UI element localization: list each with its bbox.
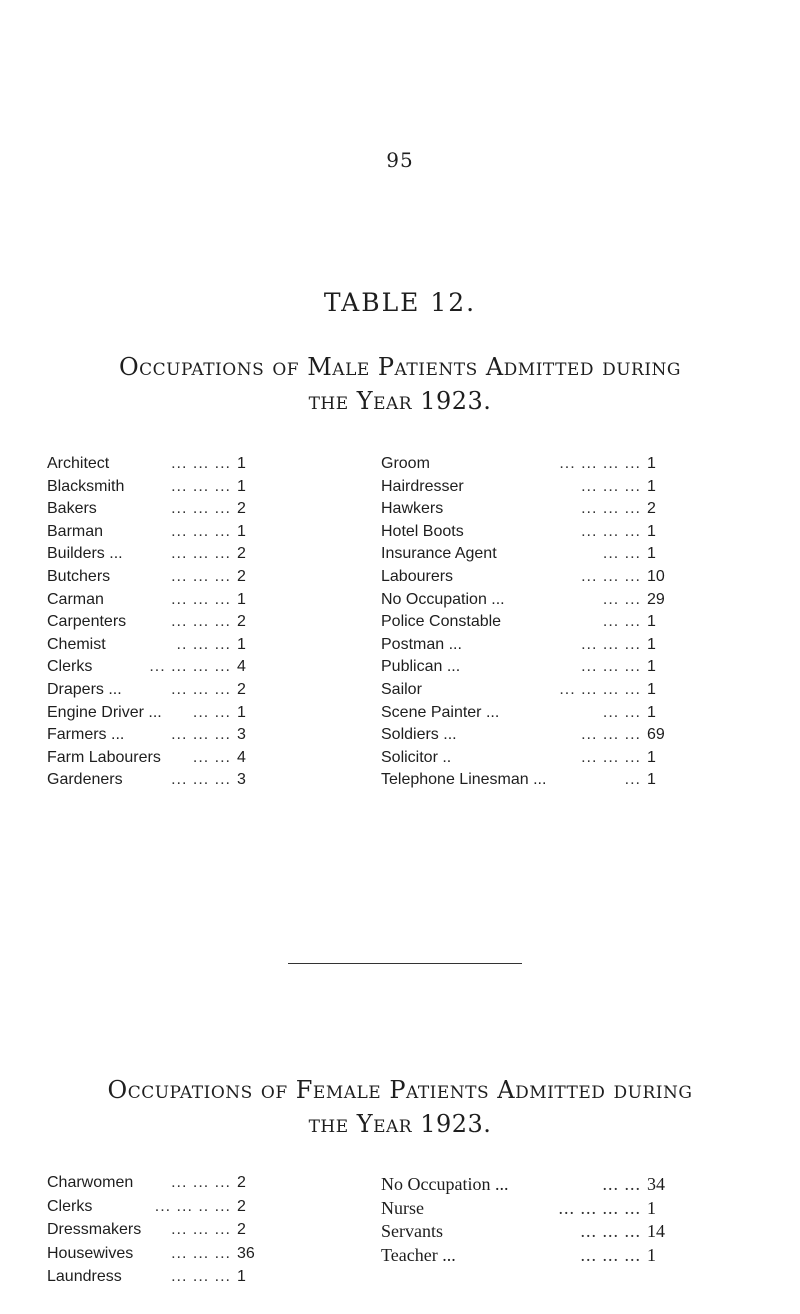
leader-dots: ... ... ... — [171, 545, 231, 563]
patient-count: 2 — [237, 568, 246, 585]
patient-count: 1 — [647, 658, 656, 676]
occupation-label: Housewives — [47, 1244, 134, 1262]
leader-dots: ... ... ... — [171, 500, 231, 518]
list-item — [47, 1268, 377, 1292]
patient-count: 1 — [237, 590, 246, 608]
male-occupations-right-column — [381, 455, 711, 804]
leader-dots: ... ... ... — [581, 635, 641, 653]
list-item — [381, 478, 711, 501]
occupation-label: Dressmakers — [47, 1221, 142, 1238]
patient-count: 1 — [647, 455, 656, 472]
leader-dots: ... ... ... — [580, 1221, 641, 1241]
list-item — [381, 455, 711, 478]
patient-count: 2 — [237, 1197, 246, 1215]
list-item — [47, 613, 377, 636]
list-item — [47, 1245, 377, 1269]
occupation-label: Clerks — [47, 1197, 93, 1215]
list-item — [47, 1198, 377, 1222]
patient-count: 1 — [647, 703, 656, 721]
list-item — [381, 771, 711, 794]
occupation-label: Hairdresser — [381, 477, 464, 495]
list-item — [381, 1245, 711, 1269]
occupation-label: Hotel Boots — [381, 522, 464, 540]
leader-dots: ... — [624, 771, 641, 789]
patient-count: 2 — [237, 1174, 246, 1191]
female-occupations-left-column — [47, 1174, 377, 1302]
leader-dots: ... ... — [602, 1174, 641, 1194]
patient-count: 1 — [237, 1268, 246, 1285]
occupation-label: Engine Driver ... — [47, 703, 162, 721]
list-item — [47, 1221, 377, 1245]
patient-count: 29 — [647, 590, 665, 608]
list-item — [381, 726, 711, 749]
patient-count: 1 — [647, 522, 656, 540]
table-title: TABLE 12. — [323, 288, 477, 317]
occupation-label: Sailor — [381, 681, 422, 698]
occupation-label: Drapers ... — [47, 681, 122, 698]
occupation-label: Blacksmith — [47, 477, 125, 495]
occupation-label: Hawkers — [381, 500, 444, 518]
occupation-label: Clerks — [47, 658, 93, 676]
leader-dots: ... ... ... ... — [558, 1197, 641, 1218]
list-item — [381, 613, 711, 636]
patient-count: 1 — [237, 635, 246, 653]
list-item — [47, 523, 377, 546]
list-item — [47, 726, 377, 749]
occupation-label: Insurance Agent — [381, 545, 497, 563]
occupation-label: Gardeners — [47, 771, 123, 789]
leader-dots: ... ... — [602, 545, 641, 563]
occupation-label: Groom — [381, 455, 430, 472]
female-heading-line-1: Occupations of Female Patients Admitted during — [107, 1076, 693, 1104]
occupation-label: Barman — [47, 522, 104, 540]
leader-dots: ... ... ... — [171, 590, 231, 608]
leader-dots: ... ... ... ... — [559, 681, 641, 698]
occupation-label: Solicitor .. — [381, 748, 452, 766]
occupation-label: Bakers — [47, 500, 97, 518]
occupation-label: Carpenters — [47, 613, 127, 631]
list-item — [47, 545, 377, 568]
leader-dots: ... ... — [192, 703, 231, 721]
occupation-label: Police Constable — [381, 613, 502, 631]
leader-dots: ... ... ... — [581, 522, 641, 540]
leader-dots: ... ... ... — [581, 477, 641, 495]
leader-dots: ... ... ... ... — [559, 455, 641, 472]
list-item — [47, 1174, 377, 1198]
list-item — [381, 568, 711, 591]
patient-count: 1 — [647, 613, 656, 631]
patient-count: 4 — [237, 748, 246, 766]
list-item — [381, 591, 711, 614]
patient-count: 2 — [237, 681, 246, 698]
occupation-label: Architect — [47, 455, 110, 472]
patient-count: 1 — [647, 681, 656, 698]
occupation-label: Postman ... — [381, 635, 462, 653]
leader-dots: .. ... ... — [176, 635, 231, 653]
patient-count: 34 — [647, 1174, 665, 1194]
female-section-heading — [0, 1073, 800, 1141]
list-item — [381, 681, 711, 704]
patient-count: 3 — [237, 771, 246, 789]
occupation-label: Telephone Linesman ... — [381, 771, 547, 789]
leader-dots: ... ... ... — [171, 477, 231, 495]
patient-count: 2 — [237, 1221, 246, 1238]
occupation-label: Carman — [47, 590, 104, 608]
patient-count: 1 — [647, 748, 656, 766]
list-item — [47, 478, 377, 501]
occupation-label: Publican ... — [381, 658, 461, 676]
list-item — [47, 500, 377, 523]
section-divider — [288, 963, 522, 964]
patient-count: 3 — [237, 726, 246, 744]
leader-dots: ... ... ... — [171, 568, 231, 585]
leader-dots: ... ... ... — [581, 726, 641, 744]
list-item — [47, 749, 377, 772]
leader-dots: ... ... ... — [581, 748, 641, 766]
occupation-label: Soldiers ... — [381, 726, 457, 744]
list-item — [47, 771, 377, 794]
list-item — [381, 658, 711, 681]
leader-dots: ... ... ... — [171, 522, 231, 540]
list-item — [381, 1221, 711, 1245]
list-item — [381, 523, 711, 546]
leader-dots: ... ... ... — [581, 658, 641, 676]
list-item — [381, 749, 711, 772]
list-item — [47, 455, 377, 478]
patient-count: 1 — [647, 771, 656, 789]
patient-count: 2 — [237, 500, 246, 518]
leader-dots: ... ... ... ... — [149, 658, 231, 676]
leader-dots: ... ... ... — [171, 1268, 231, 1285]
occupation-label: Builders ... — [47, 545, 123, 563]
leader-dots: ... ... ... — [171, 681, 231, 698]
page-number: 95 — [386, 148, 414, 172]
list-item — [381, 1198, 711, 1222]
patient-count: 36 — [237, 1244, 255, 1262]
patient-count: 1 — [237, 477, 246, 495]
occupation-label: Scene Painter ... — [381, 703, 500, 721]
occupation-label: Nurse — [381, 1197, 424, 1218]
leader-dots: ... ... ... — [581, 500, 641, 518]
occupation-label: Servants — [381, 1221, 443, 1241]
occupation-label: Farmers ... — [47, 726, 125, 744]
leader-dots: ... ... ... — [171, 455, 231, 472]
list-item — [47, 704, 377, 727]
leader-dots: ... ... — [192, 748, 231, 766]
list-item — [47, 636, 377, 659]
leader-dots: ... ... ... — [171, 1221, 231, 1238]
patient-count: 4 — [237, 658, 246, 676]
male-section-heading — [0, 350, 800, 418]
leader-dots: ... ... — [602, 613, 641, 631]
leader-dots: ... ... ... — [171, 726, 231, 744]
list-item — [381, 545, 711, 568]
occupation-label: No Occupation ... — [381, 1174, 509, 1194]
female-heading-line-2: the Year 1923. — [308, 1110, 492, 1138]
occupation-label: Charwomen — [47, 1174, 134, 1191]
leader-dots: ... ... ... — [580, 1244, 641, 1265]
leader-dots: ... ... ... — [171, 771, 231, 789]
patient-count: 1 — [647, 1197, 656, 1218]
occupation-label: Laundress — [47, 1268, 122, 1285]
patient-count: 1 — [237, 703, 246, 721]
patient-count: 10 — [647, 568, 665, 585]
leader-dots: ... ... .. ... — [154, 1197, 231, 1215]
list-item — [381, 500, 711, 523]
list-item — [47, 658, 377, 681]
leader-dots: ... ... — [602, 703, 641, 721]
occupation-label: Chemist — [47, 635, 106, 653]
patient-count: 2 — [647, 500, 656, 518]
male-occupations-left-column — [47, 455, 377, 804]
list-item — [47, 568, 377, 591]
occupation-label: Labourers — [381, 568, 454, 585]
patient-count: 2 — [237, 545, 246, 563]
patient-count: 1 — [647, 1244, 656, 1265]
patient-count: 69 — [647, 726, 665, 744]
patient-count: 1 — [647, 635, 656, 653]
list-item — [381, 704, 711, 727]
leader-dots: ... ... ... — [171, 613, 231, 631]
occupation-label: Farm Labourers — [47, 748, 161, 766]
male-heading-line-1: Occupations of Male Patients Admitted during — [118, 353, 682, 381]
patient-count: 1 — [237, 455, 246, 472]
list-item — [47, 681, 377, 704]
patient-count: 2 — [237, 613, 246, 631]
leader-dots: ... ... ... — [581, 568, 641, 585]
list-item — [381, 1174, 711, 1198]
patient-count: 1 — [647, 477, 656, 495]
female-occupations-right-column — [381, 1174, 711, 1278]
patient-count: 14 — [647, 1221, 665, 1241]
list-item — [381, 636, 711, 659]
occupation-label: Butchers — [47, 568, 111, 585]
patient-count: 1 — [237, 522, 246, 540]
occupation-label: No Occupation ... — [381, 590, 505, 608]
list-item — [47, 591, 377, 614]
leader-dots: ... ... ... — [171, 1244, 231, 1262]
patient-count: 1 — [647, 545, 656, 563]
leader-dots: ... ... — [602, 590, 641, 608]
leader-dots: ... ... ... — [171, 1174, 231, 1191]
male-heading-line-2: the Year 1923. — [308, 387, 492, 415]
occupation-label: Teacher ... — [381, 1244, 456, 1265]
